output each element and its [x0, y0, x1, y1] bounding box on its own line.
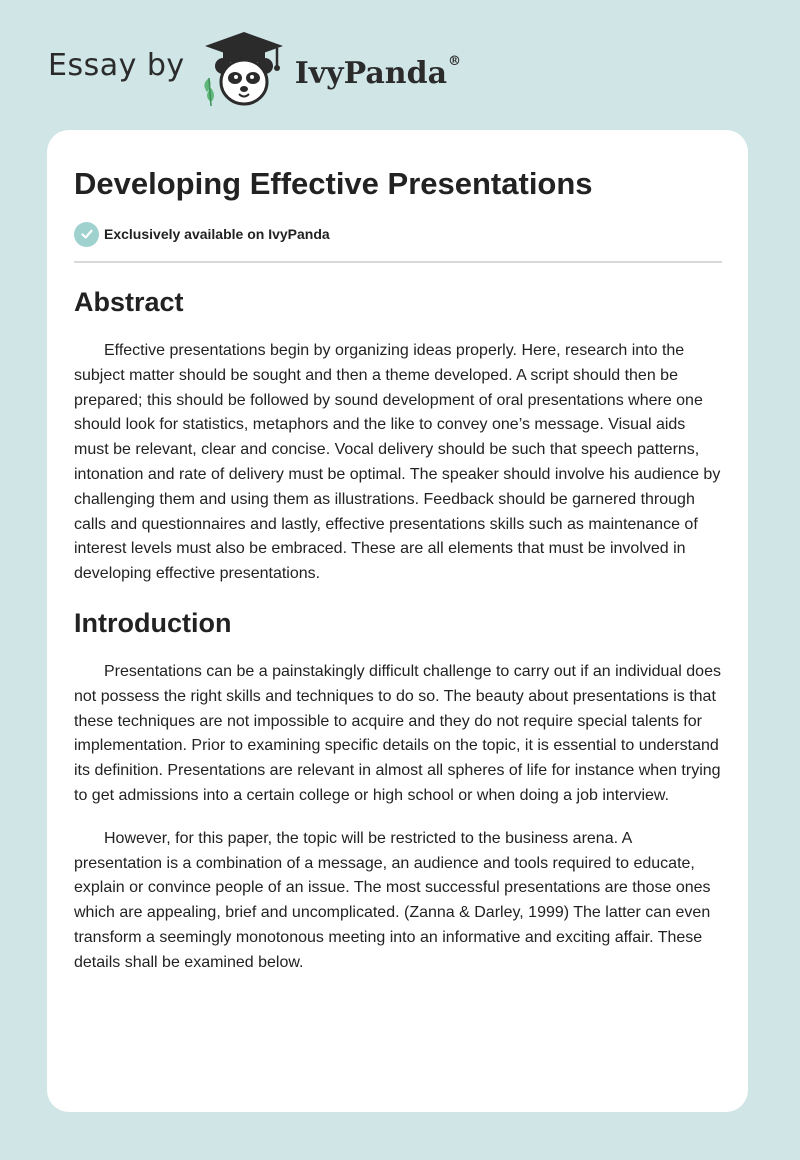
introduction-paragraph-1: Presentations can be a painstakingly difficult challenge to carry out if an individual does not possess the right skills and techniques to do so. The beauty about presentations is that these techniques are not impossible to acquire and they do not require special talents for implementation. Prior to examining specific details on the topic, it is essential to understand its definition. Presentations are relevant in almost all spheres of life for instance when trying to get admissions into a certain college or high school or when doing a job interview.	[74, 662, 721, 804]
essay-card	[47, 130, 748, 1112]
ivypanda-logo-icon[interactable]	[199, 30, 289, 110]
title-divider	[74, 261, 722, 263]
exclusive-badge	[74, 221, 722, 247]
abstract-paragraph: Effective presentations begin by organizing ideas properly. Here, research into the subject matter should be sought and then a theme developed. A script should then be prepared; this should be followed by sound development of oral presentations where one should look for statistics, metaphors and the like to convey one’s message. Visual aids must be relevant, clear and concise. Vocal delivery should be such that speech patterns, intonation and rate of delivery must be optimal. The speaker should involve his audience by challenging them and using them as illustrations. Feedback should be garnered through calls and questionnaires and lastly, effective presentations skills such as maintenance of interest levels must also be embraced. These are all elements that must be involved in developing effective presentations.	[74, 342, 721, 583]
exclusive-badge-label: Exclusively available on IvyPanda	[104, 226, 330, 242]
site-header	[48, 30, 461, 110]
essay-by-label: Essay by	[48, 47, 185, 83]
section-heading-introduction: Introduction	[74, 607, 232, 638]
ivypanda-brand-name[interactable]: IvyPanda®	[294, 53, 462, 91]
trademark-symbol: ®	[448, 53, 462, 69]
page-title: Developing Effective Presentations	[74, 166, 593, 201]
check-icon	[74, 222, 99, 247]
introduction-paragraph-2: However, for this paper, the topic will be restricted to the business arena. A presentation is a combination of a message, an audience and tools required to educate, explain or convince people of an issue. The most successful presentations are those ones which are appealing, brief and uncomplicated. (Zanna & Darley, 1999) The latter can even transform a seemingly monotonous meeting into an informative and exciting affair. These details shall be examined below.	[74, 829, 711, 971]
section-heading-abstract: Abstract	[74, 287, 184, 317]
